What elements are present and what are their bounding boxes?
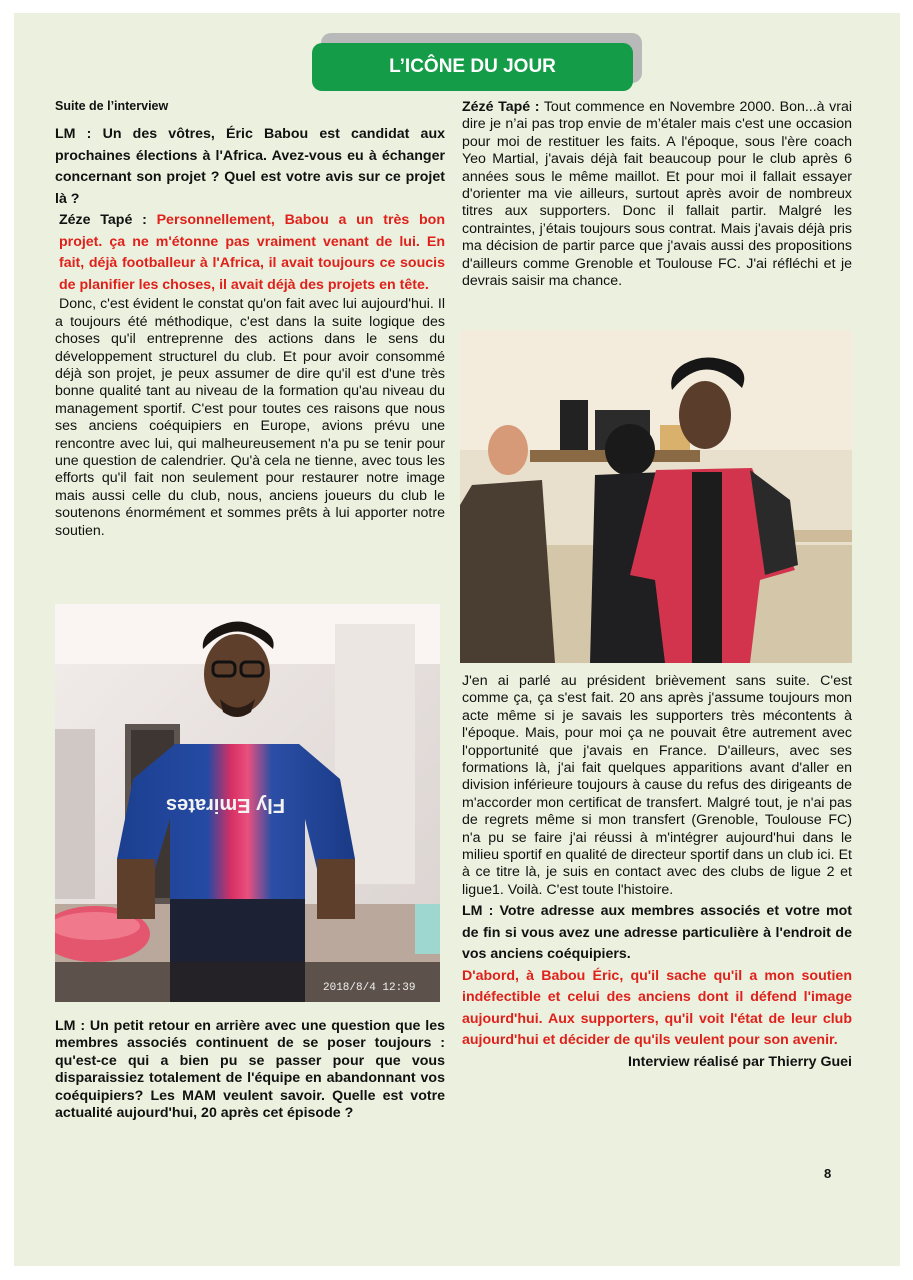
group-photo-illustration: [460, 330, 852, 663]
answer-1-speaker: Zéze Tapé :: [59, 212, 147, 229]
answer-2: [462, 99, 852, 290]
right-column-top: [462, 99, 852, 290]
question-3: LM : Votre adresse aux membres associés et votre mot de fin si vous avez une adresse particulière à l'endroit de vos anciens coéquipiers.: [462, 903, 852, 963]
answer-1-body: Donc, c'est évident le constat qu'on fait avec lui aujourd'hui. Il a toujours été méthodique, c'est dans la suite logique des choses qu'il entreprenne des actions dans le sens du développement structurel du club. Et pour avoir consommé déjà son projet, je peux assumer de dire qu'il est d'une très bonne qualité tant au niveau de la formation qu'au niveau du management sportif. C'est pour toutes ces raisons que nous ses anciens coéquipiers en Europe, avions prévu une rencontre avec lui, qui malheureusement n'a pu se tenir pour une question de calendrier. Qu'à cela ne tienne, avec tous les efforts qu'il fait non seulement pour restaurer notre image mais aussi celle du club, nous, anciens joueurs du club le soutenons énormément et sommes prêts à lui apporter notre soutien.: [55, 296, 445, 539]
portrait-illustration: [55, 604, 440, 1002]
answer-2-body: Tout commence en Novembre 2000. Bon...à vrai dire je n’ai pas trop envie de m’étaler mais c'est une occasion pour moi de restituer les faits. A l'époque, sous l'ère coach Yeo Martial, j'avais déjà fait beaucoup pour le club après 6 années sous le même maillot. Et pour moi il fallait essayer d'orienter ma vie ailleurs, surtout après avoir de nombreux titres aux supporters. Donc il fallait partir. Malgré les contraintes, j’étais toujours sous contrat. Mais j'avais déjà pris ma décision de partir parce que j'avais aussi des propositions d'ailleurs comme Grenoble et Toulouse FC. J'ai réfléchi et je devrais saisir ma chance.: [462, 99, 853, 290]
answer-2-speaker: Zézé Tapé :: [462, 99, 540, 115]
left-column-bottom: [55, 1018, 445, 1122]
section-banner: [312, 43, 633, 91]
photo-group-room: [460, 330, 852, 663]
right-column-bottom: [462, 673, 852, 1071]
answer-1-red-text: Personnellement, Babou a un très bon projet. ça ne m'étonne pas vraiment venant de lui. En fait, déjà footballeur à l'Africa, il avait toujours ce soucis de planifier les choses, il avait déjà des projets en tête.: [59, 212, 445, 293]
banner-title: L’ICÔNE DU JOUR: [389, 56, 556, 77]
left-column-top: [55, 98, 445, 540]
question-2: LM : Un petit retour en arrière avec une question que les membres associés continuent de se poser toujours : qu'est-ce qui a bien pu se passer pour que vous disparaissiez totalement de l'équipe en abandonnant vos coéquipiers? Les MAM veulent savoir. Quelle est votre actualité aujourd'hui, 20 après cet épisode ?: [55, 1018, 445, 1122]
answer-1-highlight: [55, 210, 445, 296]
jersey-sponsor-text: Fly Emirates: [166, 794, 285, 816]
interview-credit: Interview réalisé par Thierry Guei: [628, 1053, 852, 1070]
answer-3-body: J'en ai parlé au président brièvement sans suite. C'est comme ça, ça s'est fait. 20 ans après j'assume toujours mon acte même si je savais les supporters très mécontents à l'époque. Mais, pour moi ça ne pouvait être autrement avec l'opportunité que j'avais en France. D'ailleurs, avec ses formations là, j'ai fait quelques apparitions avant d'aller en division inférieure toujours à cause du refus des dirigeants de m'accorder mon certificat de transfert. Malgré tout, je n'ai pas de regrets même si mon transfert (Grenoble, Toulouse FC) n'a pu se faire j'ai réussi à m'intégrer aujourd'hui dans le milieu sportif en qualité de directeur sportif dans un club ici. Et à ce titre là, je suis en contact avec des clubs de ligue 2 et ligue1. Voilà. C'est toute l'histoire.: [462, 673, 852, 898]
photo-timestamp: 2018/8/4 12:39: [323, 982, 416, 994]
page-number: 8: [824, 1166, 832, 1181]
question-1: LM : Un des vôtres, Éric Babou est candidat aux prochaines élections à l'Africa. Avez-vous eu à échanger concernant son projet ? Quel est votre avis sur ce projet là ?: [55, 126, 445, 207]
photo-portrait-jersey: [55, 604, 440, 1002]
answer-4-red-text: D'abord, à Babou Éric, qu'il sache qu'il a mon soutien indéfectible et celui des anciens dont il défend l'image aujourd'hui. Aux supporters, qu'il voit l'état de leur club aujourd'hui et décider de qu'ils veulent pour son avenir.: [462, 967, 852, 1049]
interview-subtitle: Suite de l’interview: [55, 99, 169, 113]
